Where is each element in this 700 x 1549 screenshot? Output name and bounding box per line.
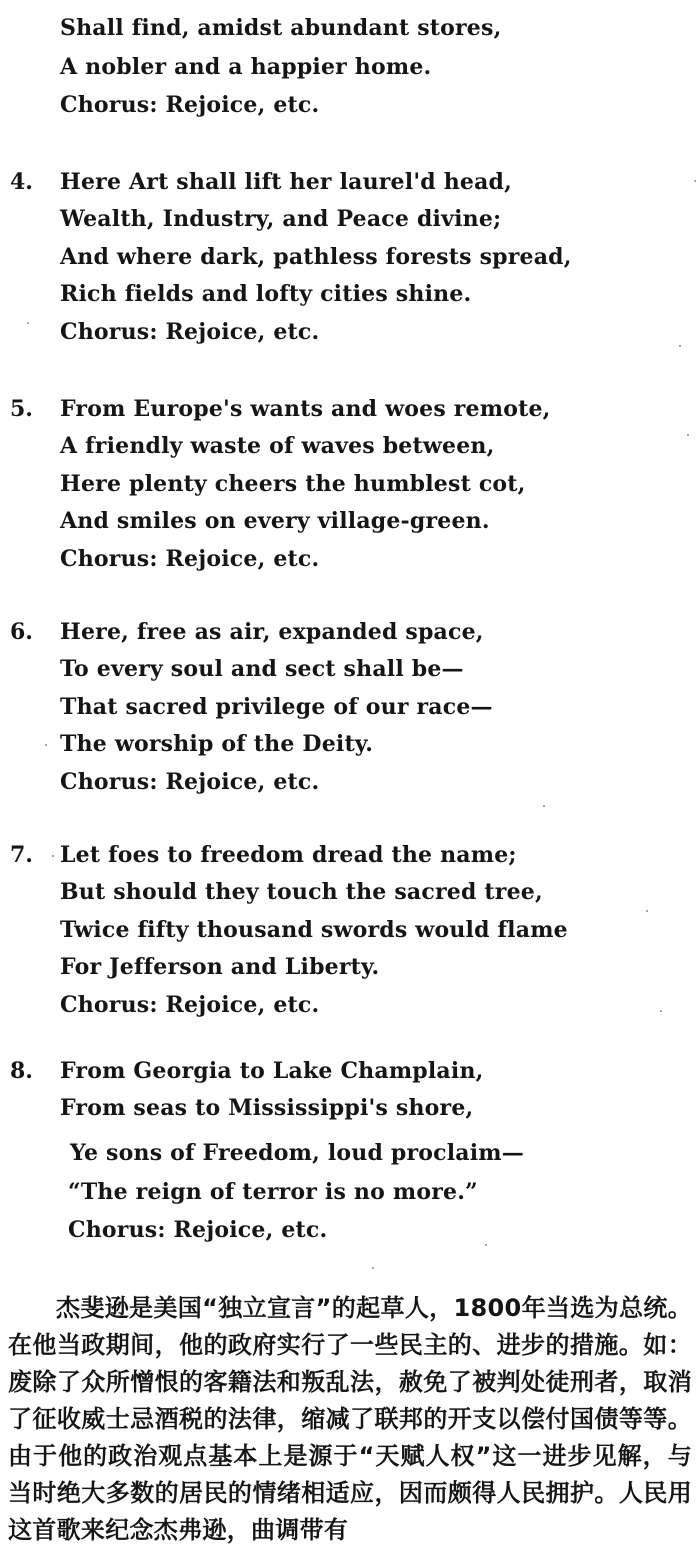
verse-line: Rich fields and lofty cities shine. <box>60 281 472 307</box>
scan-speck <box>372 1267 374 1269</box>
stanza-number: 6. <box>10 619 33 645</box>
verse-line: To every soul and sect shall be— <box>60 656 464 682</box>
stanza-number: 8. <box>10 1058 33 1084</box>
chorus-line: Chorus: Rejoice, etc. <box>60 769 320 795</box>
scan-speck <box>485 1244 487 1246</box>
verse-line: Here Art shall lift her laurel'd head, <box>60 169 512 195</box>
verse-line: Here plenty cheers the humblest cot, <box>60 471 526 497</box>
scan-speck <box>646 910 648 912</box>
stanza-number: 4. <box>10 169 33 195</box>
verse-line: But should they touch the sacred tree, <box>60 879 543 905</box>
verse-line: Wealth, Industry, and Peace divine; <box>60 206 502 232</box>
verse-line: From Georgia to Lake Champlain, <box>60 1058 484 1084</box>
commentary-paragraph: 杰斐逊是美国“独立宣言”的起草人，1800年当选为总统。在他当政期间，他的政府实行了一些民主的、进步的措施。如：废除了众所憎恨的客籍法和叛乱法，赦免了被判处徒刑者，取消了征收威士忌酒税的法律，缩减了联邦的开支以偿付国债等等。由于他的政治观点基本上是源于“天赋人权”这一进步见解，与当时绝大多数的居民的情绪相适应，因而颇得人民拥护。人民用这首歌来纪念杰弗逊，曲调带有 <box>8 1294 692 1544</box>
chorus-line: Chorus: Rejoice, etc. <box>68 1217 328 1243</box>
scan-speck <box>27 322 29 324</box>
chorus-line: Chorus: Rejoice, etc. <box>60 546 320 572</box>
chorus-line: Chorus: Rejoice, etc. <box>60 992 320 1018</box>
verse-line: From Europe's wants and woes remote, <box>60 396 551 422</box>
verse-line: A nobler and a happier home. <box>60 54 432 80</box>
verse-line: A friendly waste of waves between, <box>60 433 495 459</box>
chorus-line: Chorus: Rejoice, etc. <box>60 92 320 118</box>
verse-line: That sacred privilege of our race— <box>60 694 493 720</box>
scan-speck <box>687 434 689 436</box>
verse-line: And where dark, pathless forests spread, <box>60 244 572 270</box>
scan-speck <box>45 744 47 746</box>
stanza-number: 7. <box>10 842 33 868</box>
stanza-number: 5. <box>10 396 33 422</box>
verse-line: Shall find, amidst abundant stores, <box>60 15 502 41</box>
verse-line: Let foes to freedom dread the name; <box>60 842 517 868</box>
verse-line: Ye sons of Freedom, loud proclaim— <box>70 1140 524 1166</box>
commentary-block <box>8 1290 692 1549</box>
verse-line: Here, free as air, expanded space, <box>60 619 484 645</box>
scan-speck <box>679 345 681 347</box>
verse-line: The worship of the Deity. <box>60 731 374 757</box>
verse-line: From seas to Mississippi's shore, <box>60 1095 474 1121</box>
scan-speck <box>52 855 54 857</box>
scan-speck <box>694 180 696 182</box>
scan-speck <box>660 1010 662 1012</box>
verse-line: Twice fifty thousand swords would flame <box>60 917 568 943</box>
verse-line: “The reign of terror is no more.” <box>68 1179 478 1205</box>
verse-line: For Jefferson and Liberty. <box>60 954 380 980</box>
verse-line: And smiles on every village-green. <box>60 508 490 534</box>
scan-speck <box>543 805 545 807</box>
chorus-line: Chorus: Rejoice, etc. <box>60 319 320 345</box>
